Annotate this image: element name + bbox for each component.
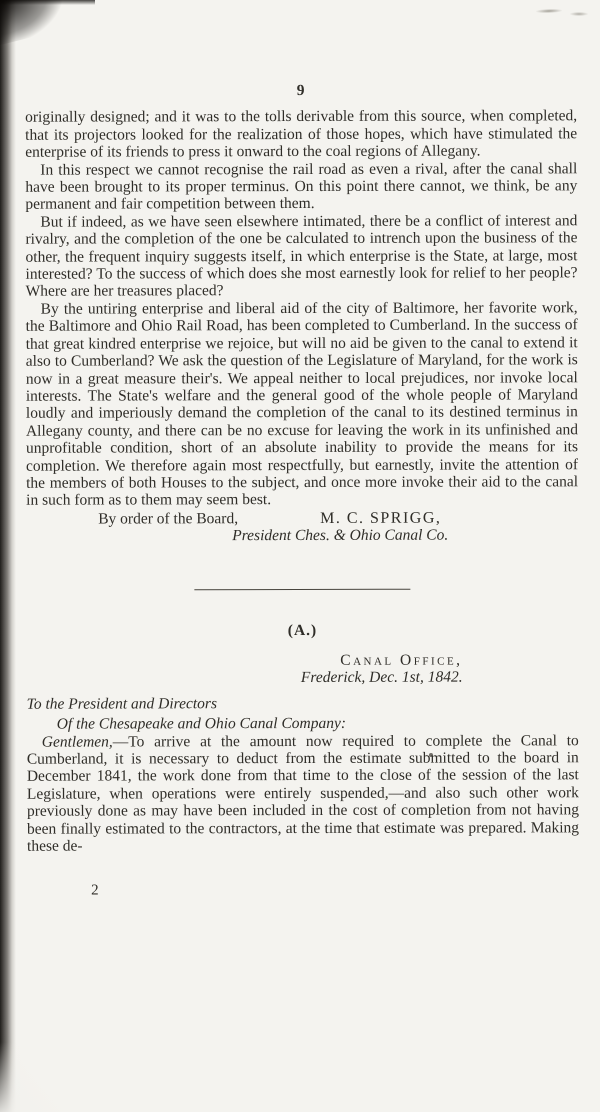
office-name: Canal Office, — [340, 651, 463, 669]
paragraph-continuation: originally designed; and it was to the tolls derivable from this source, when completed, that its projectors looked for the realization of those hopes, which have stimulated the enterprise of its friends to press it onward to the coal regions of Allegany. — [25, 107, 578, 161]
scan-edge-left — [0, 0, 16, 1112]
paragraph: In this respect we cannot recognise the rail road as even a rival, after the canal shall have been brought to its proper terminus. On this point there cannot, we think, be any permanent and fair competition between them. — [25, 159, 578, 214]
signatory-title: President Ches. & Ohio Canal Co. — [232, 526, 449, 545]
salutation-word: Gentlemen, — [41, 733, 113, 751]
section-heading: (A.) — [287, 621, 318, 639]
signatory-name: M. C. SPRIGG, — [320, 509, 442, 527]
signature-mark: 2 — [91, 882, 99, 899]
letterhead — [27, 652, 463, 688]
letter-text: —To arrive at the amount now required to complete the Canal to Cumberland, it is necessary to deduct from the estimate submitted to the board in December 1841, the work done from that time to the close of the session of the last Legislature, when operations were entirely suspended,—and also such other work previously done as may have been included in the cost of completion from not having been finally estimated to the contractors, at the time that estimate was prepared. Making these de- — [26, 731, 580, 855]
address-line-2: Of the Chesapeake and Ohio Canal Company: — [56, 715, 347, 733]
paragraph: By the untiring enterprise and liberal aid of the city of Baltimore, her favorite work, the Baltimore and Ohio Rail Road, has been completed to Cumberland. In the success of that great kindred enterprise we rejoice, but will no aid be given to the canal to extend it also to Cumberland? We ask the question of the Legislature of Maryland, for the work is now in a great measure their's. We appeal neither to local prejudices, nor invoke local interests. The State's welfare and the general good of the whole people of Maryland loudly and imperiously demand the completion of the canal to its destined terminus in Allegany county, and there can be no excuse for leaving the work in its unfinished and unprofitable condition, short of an absolute inability to provide the means for its completion. We therefore again most respectfully, but earnestly, invite the attention of the members of both Houses to the subject, and once more invoke their aid to the canal in such form as to them may seem best. — [25, 299, 579, 510]
byline-order-text: By order of the Board, — [98, 509, 239, 528]
byline — [26, 509, 578, 528]
letter-paragraph — [27, 732, 579, 855]
paragraph: But if indeed, as we have seen elsewhere intimated, there be a conflict of interest and rivalry, and the completion of the one be calculated to intrench upon the business of the other, the frequent inquiry suggests itself, in which enterprise is the State, at large, most interested? To the success of which does she most earnestly look for relief to her people? Where are her treasures placed? — [25, 212, 578, 301]
scan-edge-fade — [0, 1042, 20, 1112]
page-content — [25, 0, 579, 901]
section-divider — [194, 588, 410, 590]
dateline: Frederick, Dec. 1st, 1842. — [300, 668, 463, 687]
address-line-1: To the President and Directors — [26, 695, 217, 713]
page-number: 9 — [296, 81, 306, 100]
